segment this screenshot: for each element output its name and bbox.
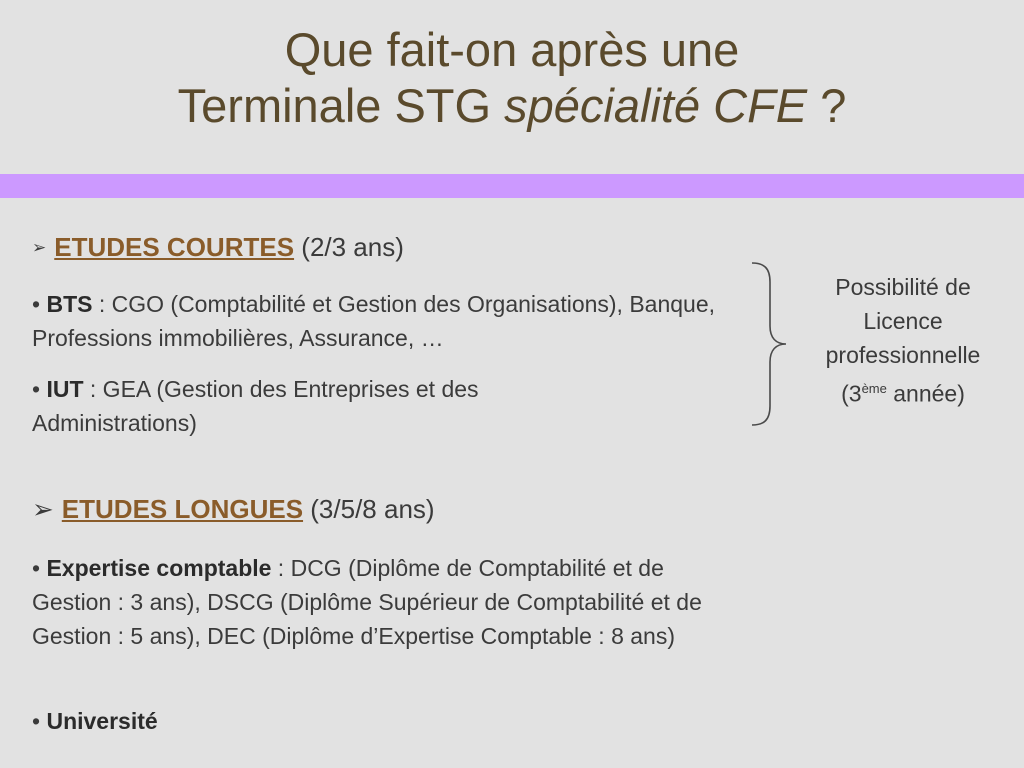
list-item-universite bbox=[32, 704, 632, 738]
long-studies-heading bbox=[32, 494, 435, 525]
right-curly-brace-icon bbox=[748, 260, 794, 428]
licence-note-line-4 bbox=[798, 372, 1008, 411]
bullet-text: : GEA (Gestion des Entreprises et des Administrations) bbox=[32, 376, 479, 436]
bullet-icon: • bbox=[32, 376, 47, 402]
licence-note bbox=[798, 270, 1008, 411]
accent-band bbox=[0, 174, 1024, 198]
licence-note-year-end: année) bbox=[886, 380, 965, 407]
title-line-1: Que fait-on après une bbox=[284, 23, 740, 76]
bullet-term: BTS bbox=[46, 291, 93, 317]
bullet-term: IUT bbox=[46, 376, 84, 402]
short-studies-label: ETUDES COURTES bbox=[54, 232, 295, 262]
title-line-2-end: ? bbox=[807, 79, 847, 132]
long-studies-duration: (3/5/8 ans) bbox=[303, 494, 435, 524]
bullet-term: Université bbox=[46, 708, 158, 734]
bullet-icon: • bbox=[32, 708, 47, 734]
arrow-bullet-icon: ➢ bbox=[32, 494, 54, 524]
title-line-2-plain: Terminale STG bbox=[177, 79, 505, 132]
bullet-icon: • bbox=[32, 291, 47, 317]
title-line-2-italic: spécialité CFE bbox=[504, 79, 808, 132]
bullet-text: : CGO (Comptabilité et Gestion des Organisations), Banque, Professions immobilières, Assurance, … bbox=[32, 291, 716, 351]
licence-note-line-3: professionnelle bbox=[825, 342, 981, 368]
licence-note-line-1: Possibilité de bbox=[835, 274, 971, 300]
licence-note-line-2: Licence bbox=[863, 308, 943, 334]
short-studies-duration: (2/3 ans) bbox=[294, 232, 404, 262]
bullet-term: Expertise comptable bbox=[46, 555, 272, 581]
list-item-bts bbox=[32, 287, 767, 355]
licence-note-superscript: ème bbox=[861, 381, 887, 396]
title-line-2 bbox=[0, 78, 1024, 134]
bullet-text: : DCG (Diplôme de Comptabilité et de Gestion : 3 ans), DSCG (Diplôme Supérieur de Comptabilité et de Gestion : 5 ans), DEC (Diplôme d’Expertise Comptable : 8 ans) bbox=[32, 555, 702, 649]
licence-note-year-start: (3 bbox=[841, 380, 862, 407]
slide-title bbox=[0, 22, 1024, 134]
bullet-icon: • bbox=[32, 555, 47, 581]
long-studies-label: ETUDES LONGUES bbox=[61, 494, 304, 524]
short-studies-heading bbox=[32, 232, 404, 263]
list-item-iut bbox=[32, 372, 632, 440]
list-item-expertise-comptable bbox=[32, 551, 747, 653]
arrow-bullet-icon: ➢ bbox=[32, 238, 47, 257]
